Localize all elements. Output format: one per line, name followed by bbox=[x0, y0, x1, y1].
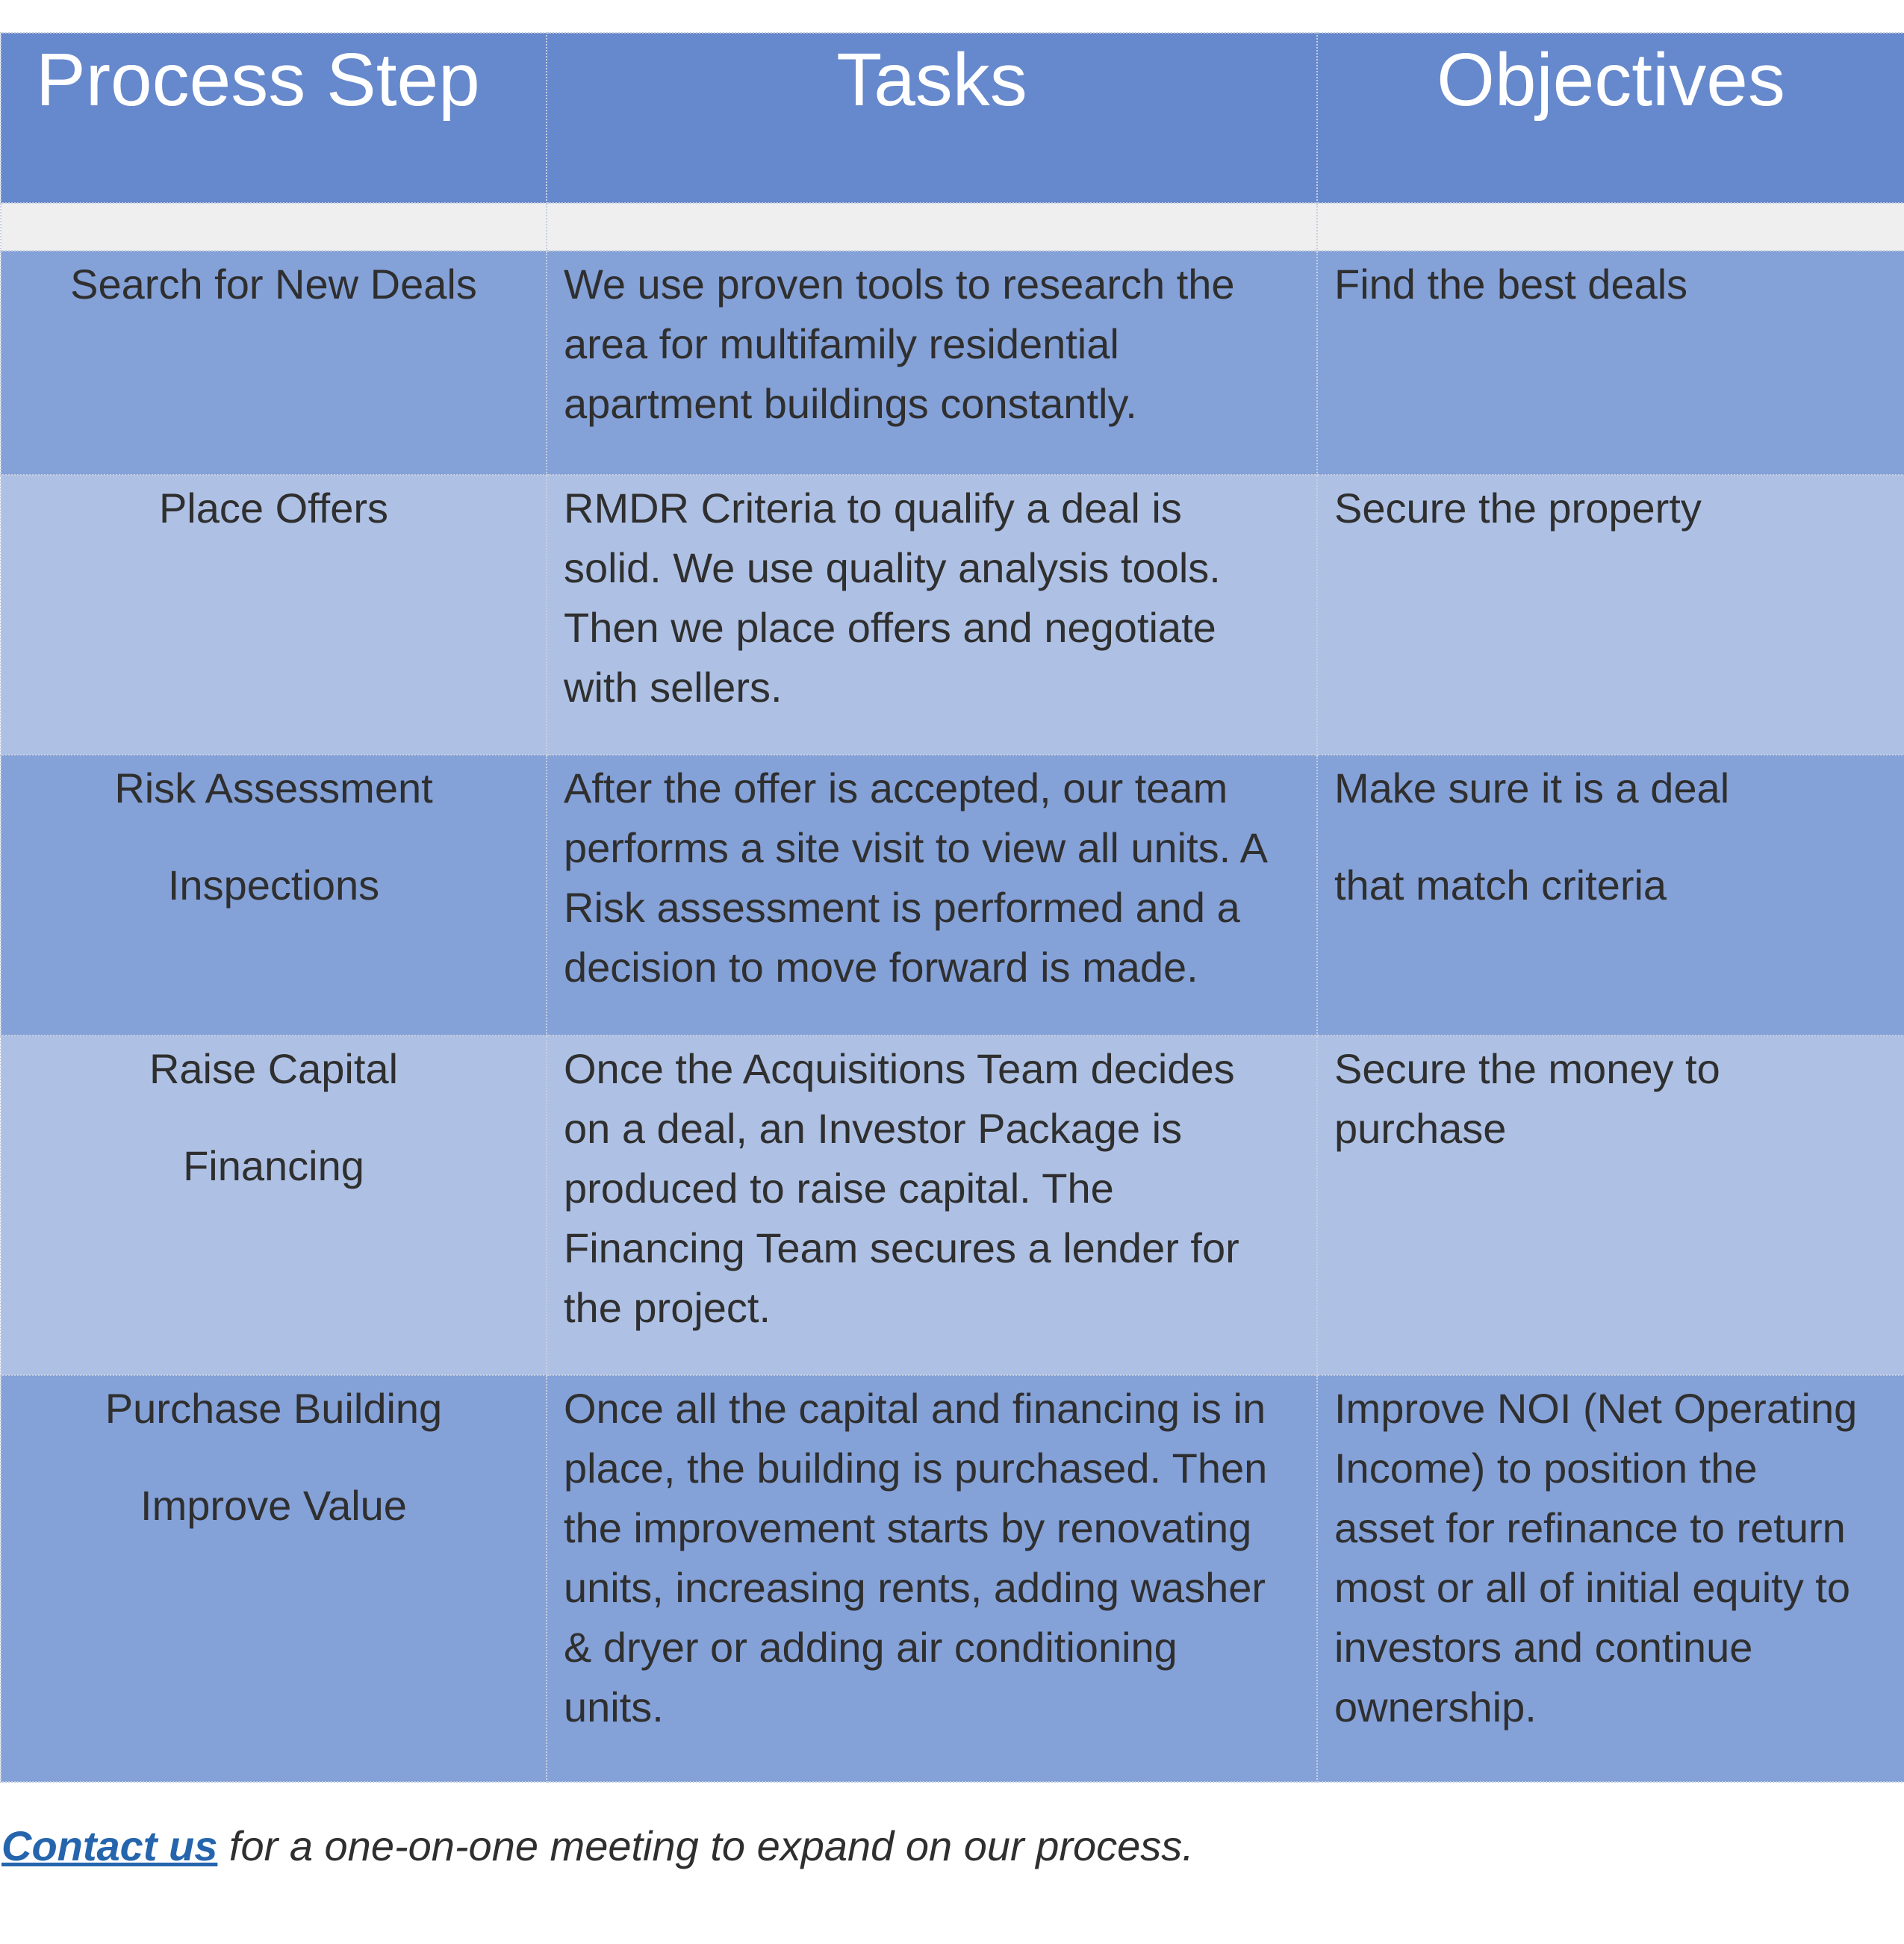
header-row bbox=[1, 33, 1904, 203]
spacer-row bbox=[1, 203, 1904, 251]
tasks-cell bbox=[547, 755, 1317, 1035]
tasks-text-line: Once the Acquisitions Team decides bbox=[564, 1045, 1235, 1092]
tasks-text-line: with sellers. bbox=[564, 664, 783, 711]
process-step-cell bbox=[1, 251, 547, 475]
process-step-text: Improve Value bbox=[140, 1482, 407, 1529]
objectives-text-line: asset for refinance to return bbox=[1334, 1504, 1846, 1551]
process-step-cell bbox=[1, 475, 547, 755]
objectives-text-line: Income) to position the bbox=[1334, 1445, 1758, 1492]
header-process-step bbox=[1, 33, 547, 203]
tasks-text-line: Once all the capital and financing is in bbox=[564, 1385, 1266, 1432]
tasks-text-line: & dryer or adding air conditioning bbox=[564, 1624, 1177, 1671]
objectives-text-line: that match criteria bbox=[1334, 862, 1667, 909]
objectives-text-line: Secure the property bbox=[1334, 485, 1702, 532]
table-row bbox=[1, 251, 1904, 475]
spacer-cell bbox=[1, 203, 547, 251]
tasks-text-line: units, increasing rents, adding washer bbox=[564, 1564, 1266, 1611]
spacer-cell bbox=[1317, 203, 1904, 251]
tasks-cell bbox=[547, 1035, 1317, 1375]
process-step-text: Risk Assessment bbox=[114, 764, 433, 811]
objectives-text-line: Improve NOI (Net Operating bbox=[1334, 1385, 1858, 1432]
objectives-text-line: purchase bbox=[1334, 1105, 1507, 1152]
tasks-cell bbox=[547, 251, 1317, 475]
spacer-cell bbox=[547, 203, 1317, 251]
process-step-text: Financing bbox=[183, 1142, 364, 1189]
tasks-text-line: solid. We use quality analysis tools. bbox=[564, 544, 1221, 591]
header-objectives bbox=[1317, 33, 1904, 203]
process-step-cell bbox=[1, 1035, 547, 1375]
objectives-cell bbox=[1317, 755, 1904, 1035]
tasks-text-line: units. bbox=[564, 1683, 664, 1730]
tasks-text-line: the project. bbox=[564, 1284, 771, 1331]
process-step-cell bbox=[1, 755, 547, 1035]
tasks-text-line: produced to raise capital. The bbox=[564, 1165, 1114, 1212]
table-row bbox=[1, 1375, 1904, 1782]
objectives-cell bbox=[1317, 1375, 1904, 1782]
table-row bbox=[1, 475, 1904, 755]
process-step-cell bbox=[1, 1375, 547, 1782]
process-table bbox=[0, 32, 1904, 1783]
table-row bbox=[1, 755, 1904, 1035]
process-step-text: Place Offers bbox=[158, 485, 389, 532]
tasks-cell bbox=[547, 475, 1317, 755]
header-tasks-label: Tasks bbox=[836, 38, 1027, 122]
tasks-text-line: decision to move forward is made. bbox=[564, 944, 1198, 991]
objectives-cell bbox=[1317, 251, 1904, 475]
tasks-text-line: We use proven tools to research the bbox=[564, 261, 1235, 308]
process-step-text: Raise Capital bbox=[149, 1045, 399, 1092]
contact-us-link[interactable]: Contact us bbox=[1, 1822, 218, 1869]
objectives-cell bbox=[1317, 475, 1904, 755]
table-row bbox=[1, 1035, 1904, 1375]
header-objectives-label: Objectives bbox=[1437, 38, 1785, 122]
header-tasks bbox=[547, 33, 1317, 203]
objectives-text-line: investors and continue bbox=[1334, 1624, 1753, 1671]
tasks-text-line: After the offer is accepted, our team bbox=[564, 764, 1228, 811]
process-step-text: Search for New Deals bbox=[70, 261, 477, 308]
header-process-step-label: Process Step bbox=[36, 38, 480, 122]
tasks-text-line: Risk assessment is performed and a bbox=[564, 884, 1240, 931]
tasks-text-line: performs a site visit to view all units. A bbox=[564, 824, 1269, 871]
tasks-text-line: apartment buildings constantly. bbox=[564, 380, 1137, 427]
objectives-text-line: Find the best deals bbox=[1334, 261, 1688, 308]
tasks-text-line: Financing Team secures a lender for bbox=[564, 1224, 1239, 1271]
tasks-cell bbox=[547, 1375, 1317, 1782]
objectives-text-line: ownership. bbox=[1334, 1683, 1537, 1730]
objectives-text-line: Secure the money to bbox=[1334, 1045, 1720, 1092]
process-step-text: Inspections bbox=[167, 862, 380, 909]
objectives-text-line: most or all of initial equity to bbox=[1334, 1564, 1850, 1611]
objectives-text-line: Make sure it is a deal bbox=[1334, 764, 1730, 811]
tasks-text-line: Then we place offers and negotiate bbox=[564, 604, 1216, 651]
tasks-text-line: on a deal, an Investor Package is bbox=[564, 1105, 1183, 1152]
footer-note bbox=[1, 1822, 1194, 1870]
tasks-text-line: area for multifamily residential bbox=[564, 320, 1119, 367]
tasks-text-line: the improvement starts by renovating bbox=[564, 1504, 1252, 1551]
objectives-cell bbox=[1317, 1035, 1904, 1375]
tasks-text-line: RMDR Criteria to qualify a deal is bbox=[564, 485, 1182, 532]
tasks-text-line: place, the building is purchased. Then bbox=[564, 1445, 1268, 1492]
process-step-text: Purchase Building bbox=[105, 1385, 443, 1432]
footer-text: for a one-on-one meeting to expand on our process. bbox=[217, 1822, 1194, 1869]
